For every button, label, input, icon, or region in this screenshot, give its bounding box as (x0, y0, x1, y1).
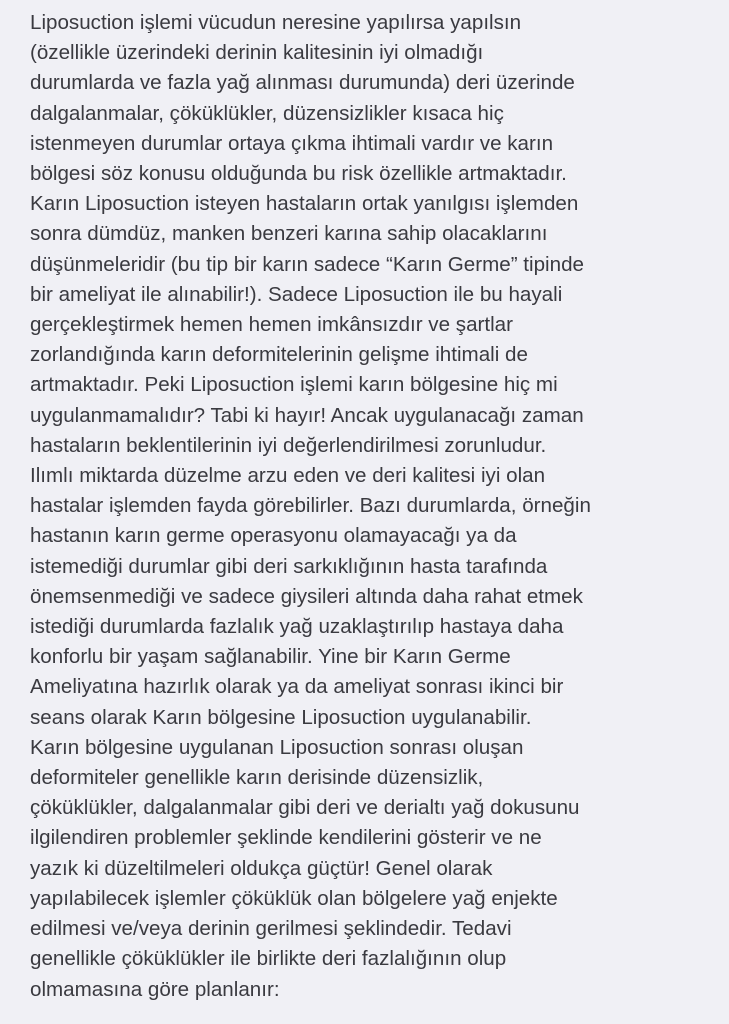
text-line: yazık ki düzeltilmeleri oldukça güçtür! Genel olarak (30, 856, 493, 880)
text-line: deformiteler genellikle karın derisinde düzensizlik, (30, 766, 484, 790)
text-line: Ameliyatına hazırlık olarak ya da ameliyat sonrası ikinci bir (30, 675, 564, 699)
text-line: sonra dümdüz, manken benzeri karına sahip olacaklarını (30, 222, 548, 246)
text-line: ilgilendiren problemler şeklinde kendilerini gösterir ve ne (30, 826, 542, 850)
text-line: bir ameliyat ile alınabilir!). Sadece Liposuction ile bu hayali (30, 282, 563, 306)
text-line: konforlu bir yaşam sağlanabilir. Yine bir Karın Germe (30, 645, 511, 669)
text-line: istemediği durumlar gibi deri sarkıklığının hasta tarafında (30, 554, 548, 578)
text-line: genellikle çöküklükler ile birlikte deri fazlalığının olup (30, 947, 507, 971)
text-line: istenmeyen durumlar ortaya çıkma ihtimali vardır ve karın (30, 131, 554, 155)
text-line: (özellikle üzerindeki derinin kalitesinin iyi olmadığı (30, 41, 484, 65)
text-line: durumlarda ve fazla yağ alınması durumunda) deri üzerinde (30, 71, 575, 95)
text-line: Karın bölgesine uygulanan Liposuction sonrası oluşan (30, 735, 524, 759)
text-line: düşünmeleridir (bu tip bir karın sadece “Karın Germe” tipinde (30, 252, 584, 276)
text-line: çöküklükler, dalgalanmalar gibi deri ve derialtı yağ dokusunu (30, 796, 580, 820)
text-line: hastalar işlemden fayda görebilirler. Bazı durumlarda, örneğin (30, 494, 591, 518)
article-text (30, 8, 729, 1005)
text-line: önemsenmediği ve sadece giysileri altında daha rahat etmek (30, 584, 583, 608)
text-line: Karın Liposuction isteyen hastaların ortak yanılgısı işlemden (30, 192, 579, 216)
text-line: dalgalanmalar, çöküklükler, düzensizlikler kısaca hiç (30, 101, 504, 125)
text-line: hastanın karın germe operasyonu olamayacağı ya da (30, 524, 517, 548)
text-line: olmamasına göre planlanır: (30, 977, 280, 1001)
text-line: seans olarak Karın bölgesine Liposuction uygulanabilir. (30, 705, 532, 729)
text-line: hastaların beklentilerinin iyi değerlendirilmesi zorunludur. (30, 433, 547, 457)
text-line: artmaktadır. Peki Liposuction işlemi karın bölgesine hiç mi (30, 373, 558, 397)
text-line: gerçekleştirmek hemen hemen imkânsızdır ve şartlar (30, 313, 513, 337)
text-line: bölgesi söz konusu olduğunda bu risk özellikle artmaktadır. (30, 162, 567, 186)
text-line: zorlandığında karın deformitelerinin gelişme ihtimali de (30, 343, 528, 367)
text-line: edilmesi ve/veya derinin gerilmesi şeklindedir. Tedavi (30, 917, 512, 941)
text-line: uygulanmamalıdır? Tabi ki hayır! Ancak uygulanacağı zaman (30, 403, 584, 427)
text-line: yapılabilecek işlemler çöküklük olan bölgelere yağ enjekte (30, 886, 558, 910)
text-line: Liposuction işlemi vücudun neresine yapılırsa yapılsın (30, 11, 522, 34)
text-line: Ilımlı miktarda düzelme arzu eden ve deri kalitesi iyi olan (30, 464, 546, 488)
text-line: istediği durumlarda fazlalık yağ uzaklaştırılıp hastaya daha (30, 615, 564, 639)
